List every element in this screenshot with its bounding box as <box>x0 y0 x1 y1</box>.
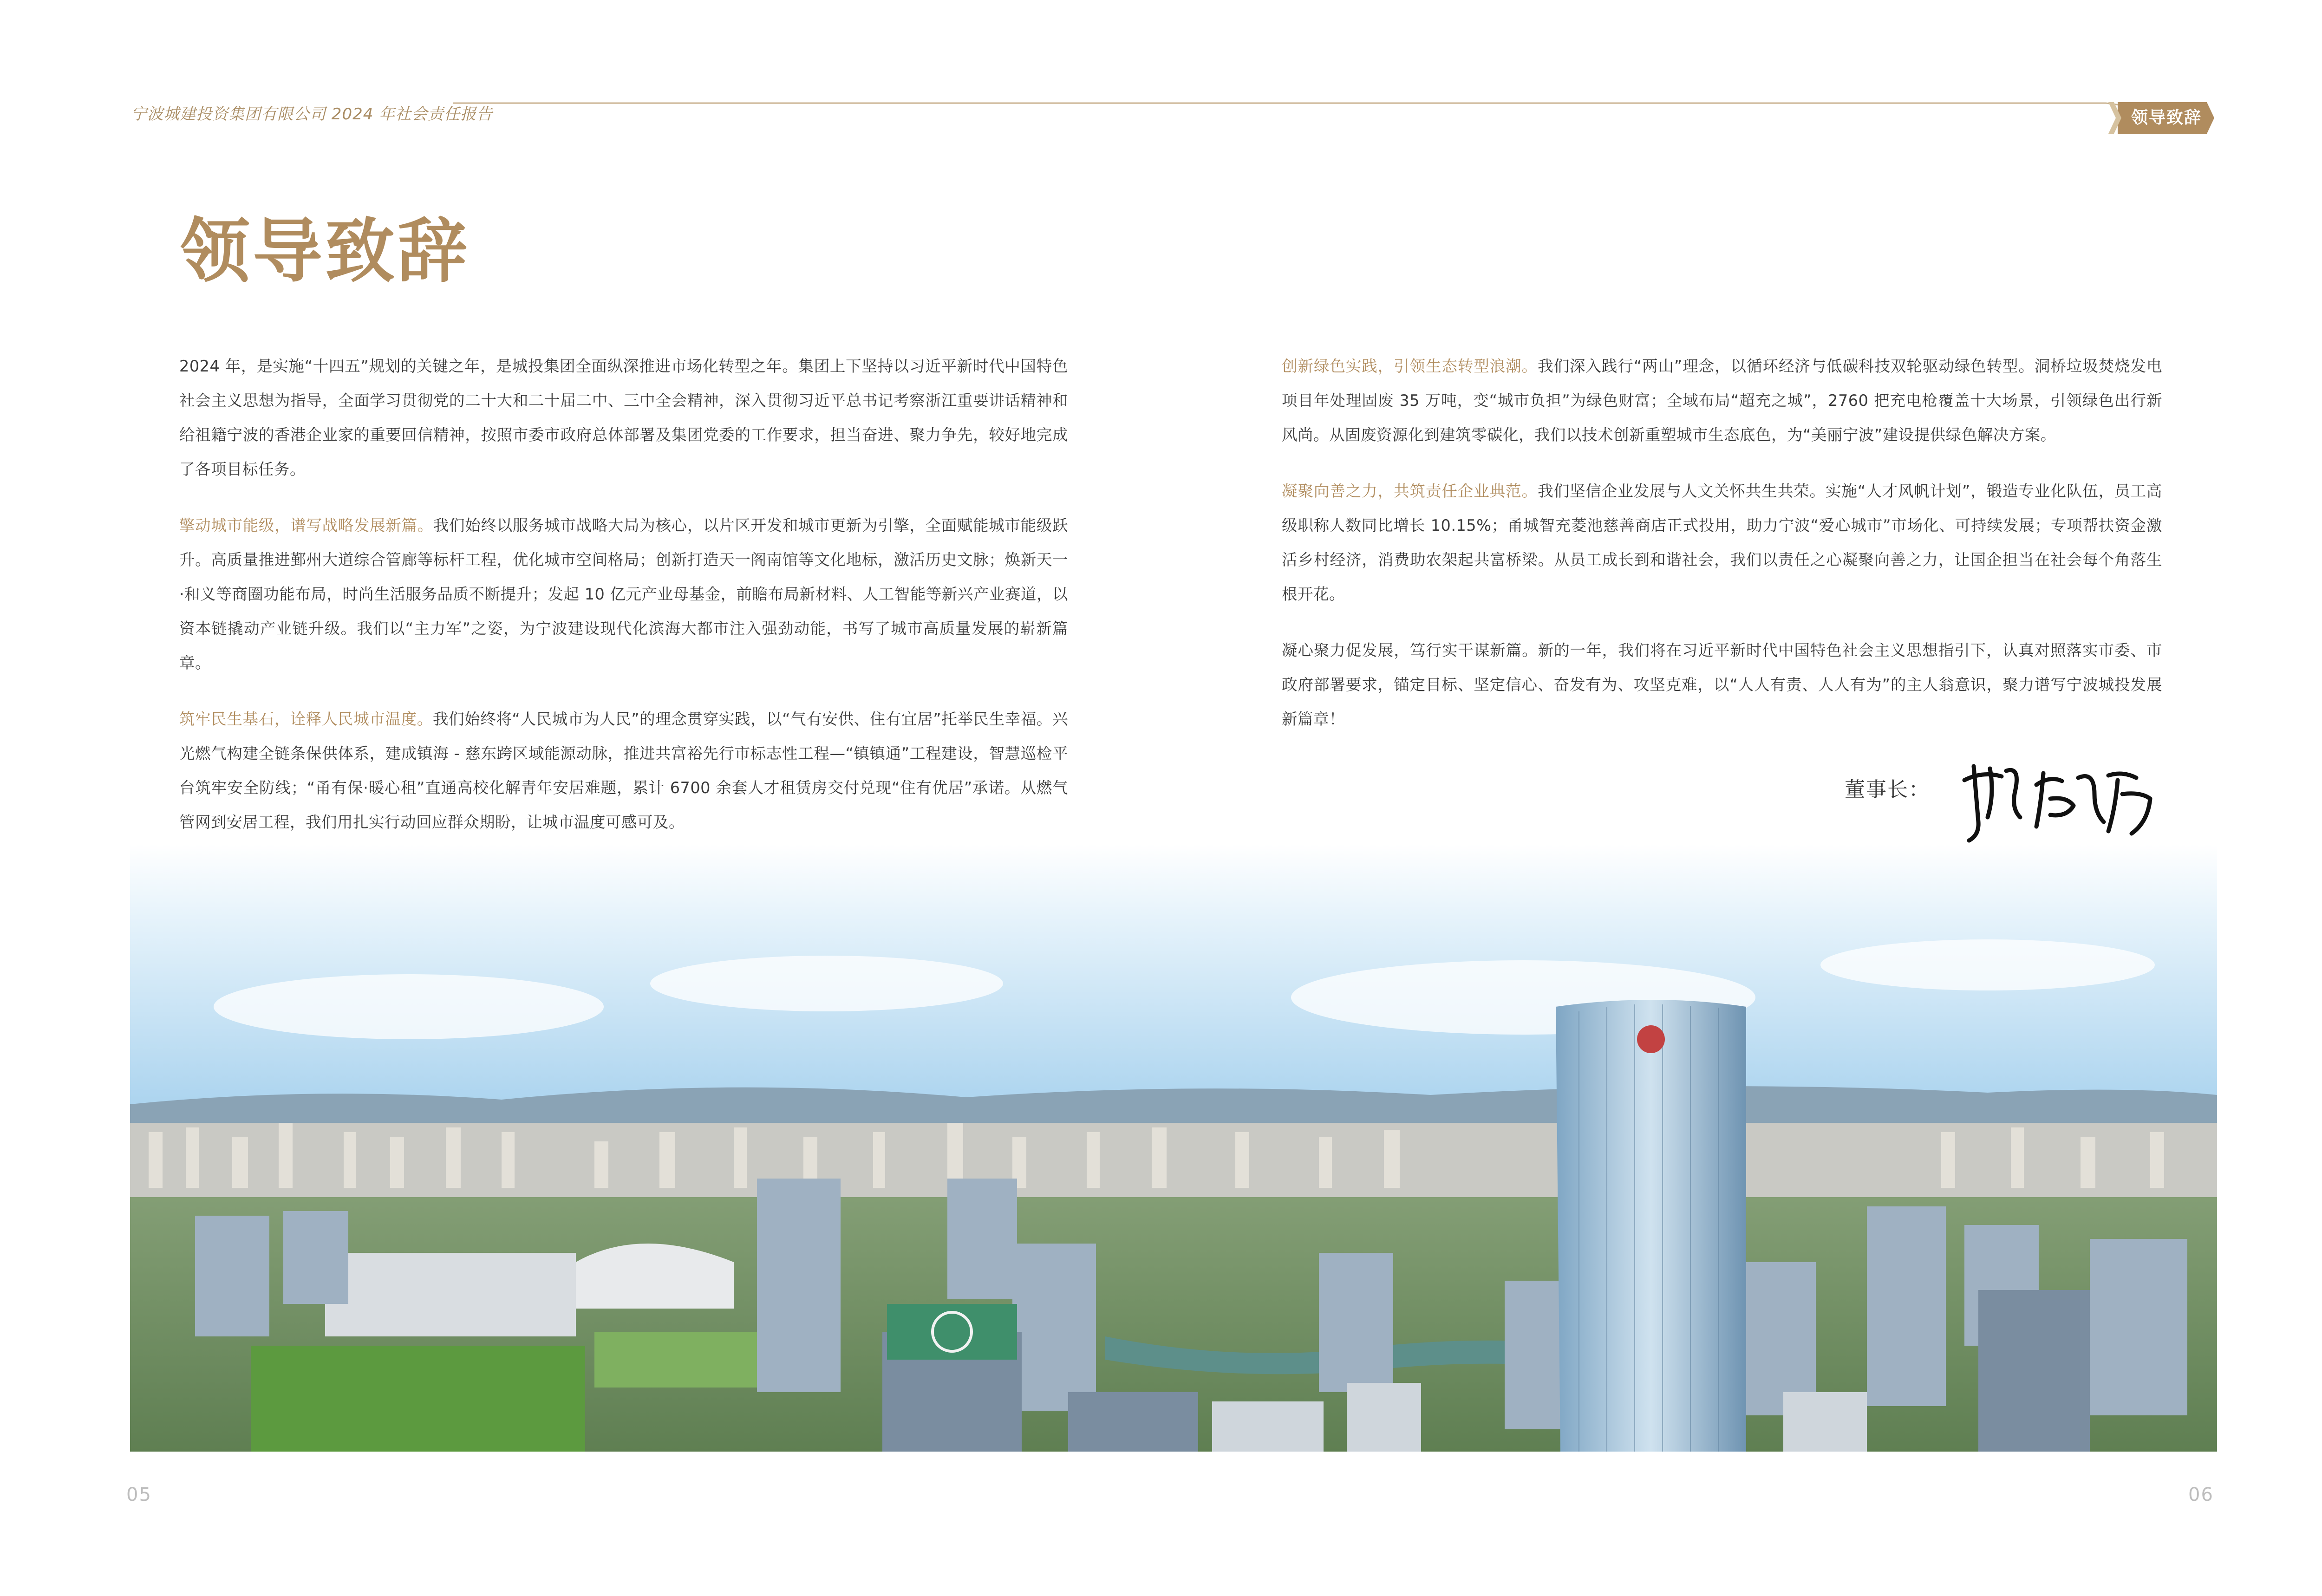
paragraph-heading: 创新绿色实践，引领生态转型浪潮。 <box>1282 357 1538 375</box>
signature-label: 董事长： <box>1845 778 1930 801</box>
handwritten-signature <box>1955 752 2159 845</box>
paragraph-text: 2024 年，是实施“十四五”规划的关键之年，是城投集团全面纵深推进市场化转型之年。集团上下坚持以习近平新时代中国特色社会主义思想为指导，全面学习贯彻党的二十大和二十届二中、三中全会精神，深入贯彻习近平总书记考察浙江重要讲话精神和给祖籍宁波的香港企业家的重要回信精神，按照市委市政府总体部署及集团党委的工作要求，担当奋进、聚力争先，较好地完成了各项目标任务。 <box>179 357 1068 478</box>
paragraph-closing <box>1282 633 2162 736</box>
page-number-left: 05 <box>126 1484 152 1505</box>
paragraph-heading: 擎动城市能级，谱写战略发展新篇。 <box>179 516 433 534</box>
city-panorama-photo <box>130 844 2217 1452</box>
paragraph-text: 凝心聚力促发展，笃行实干谋新篇。新的一年，我们将在习近平新时代中国特色社会主义思想指引下，认真对照落实市委、市政府部署要求，锚定目标、坚定信心、奋发有为、攻坚克难，以“人人有责、人人有为”的主人翁意识，聚力谱写宁波城投发展新篇章！ <box>1282 641 2162 728</box>
paragraph-text: 我们深入践行“两山”理念，以循环经济与低碳科技双轮驱动绿色转型。洞桥垃圾焚烧发电项目年处理固废 35 万吨，变“城市负担”为绿色财富；全域布局“超充之城”，2760 把充电枪覆盖十大场景，引领绿色出行新风尚。从固废资源化到建筑零碳化，我们以技术创新重塑城市生态底色，为“美丽宁波”建设提供绿色解决方案。 <box>1282 357 2163 444</box>
paragraph-heading: 筑牢民生基石，诠释人民城市温度。 <box>179 710 433 728</box>
section-tab-label[interactable]: 领导致辞 <box>2131 108 2202 127</box>
paragraph-intro <box>179 349 1068 487</box>
right-text-column <box>1282 349 2162 758</box>
paragraph-text: 我们始终以服务城市战略大局为核心，以片区开发和城市更新为引擎，全面赋能城市能级跃升。高质量推进鄞州大道综合管廊等标杆工程，优化城市空间格局；创新打造天一阁南馆等文化地标，激活历史文脉；焕新天一·和义等商圈功能布局，时尚生活服务品质不断提升；发起 10 亿元产业母基金，前瞻布局新材料、人工智能等新兴产业赛道，以资本链撬动产业链升级。我们以“主力军”之姿，为宁波建设现代化滨海大都市注入强劲动能，书写了城市高质量发展的崭新篇章。 <box>179 516 1069 672</box>
page-number-right: 06 <box>2188 1484 2214 1505</box>
paragraph-city-development <box>179 508 1068 680</box>
page-title: 领导致辞 <box>180 211 470 292</box>
paragraph-green <box>1282 349 2162 452</box>
paragraph-responsibility <box>1282 474 2162 612</box>
left-text-column <box>179 349 1068 861</box>
paragraph-text: 我们坚信企业发展与人文关怀共生共荣。实施“人才风帆计划”，锻造专业化队伍，员工高级职称人数同比增长 10.15%；甬城智充菱池慈善商店正式投用，助力宁波“爱心城市”市场化、可持续发展；专项帮扶资金激活乡村经济，消费助农架起共富桥梁。从员工成长到和谐社会，我们以责任之心凝聚向善之力，让国企担当在社会每个角落生根开花。 <box>1282 482 2163 603</box>
paragraph-heading: 凝聚向善之力，共筑责任企业典范。 <box>1282 482 1538 500</box>
report-header-title: 宁波城建投资集团有限公司 2024 年社会责任报告 <box>131 105 493 124</box>
header-divider <box>453 101 2152 111</box>
paragraph-text: 我们始终将“人民城市为人民”的理念贯穿实践，以“气有安供、住有宜居”托举民生幸福。兴光燃气构建全链条保供体系，建成镇海 - 慈东跨区域能源动脉，推进共富裕先行市标志性工程—“镇镇通”工程建设，智慧巡检平台筑牢安全防线；“甬有保·暖心租”直通高校化解青年安居难题，累计 6700 余套人才租赁房交付兑现“住有优居”承诺。从燃气管网到安居工程，我们用扎实行动回应群众期盼，让城市温度可感可及。 <box>179 710 1069 831</box>
paragraph-livelihood <box>179 702 1068 840</box>
